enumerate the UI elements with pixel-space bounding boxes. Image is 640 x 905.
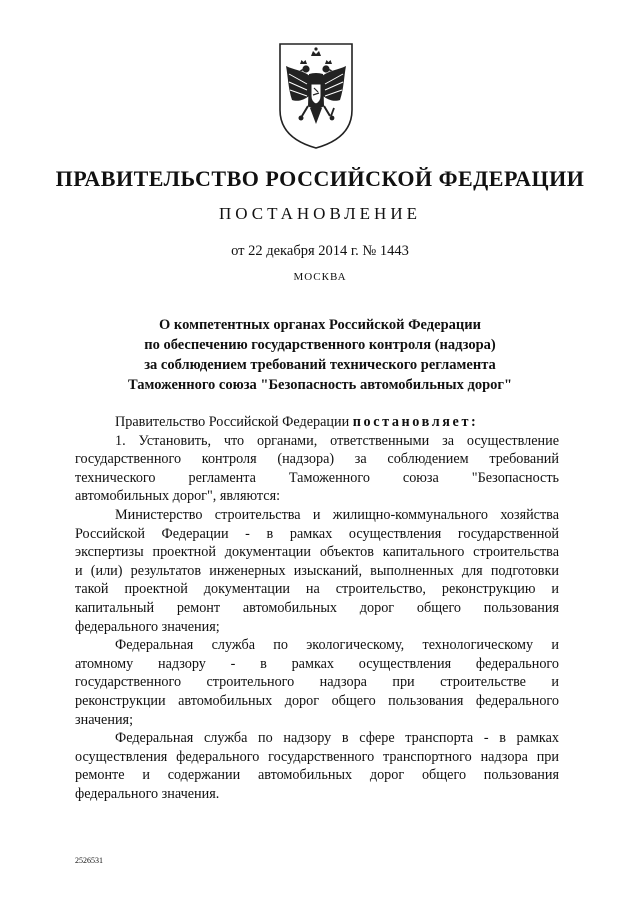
body-line: и (или) результатов инженерных изысканий, выполненных для подготовки xyxy=(75,562,559,579)
title-line: по обеспечению государственного контроля (надзора) xyxy=(144,337,496,353)
body-line: значения; xyxy=(75,711,134,728)
document-type: ПОСТАНОВЛЕНИЕ xyxy=(218,204,421,223)
body-line: экспертизы проектной документации объектов капитального строительства xyxy=(75,544,559,561)
document-code: 2526531 xyxy=(75,856,103,865)
body-line: Российской Федерации - в рамках осуществления государственной xyxy=(75,525,559,542)
city: МОСКВА xyxy=(293,271,347,283)
body-line: государственного контроля (надзора) за соблюдением требований xyxy=(75,451,559,468)
organization-name: ПРАВИТЕЛЬСТВО РОССИЙСКОЙ ФЕДЕРАЦИИ xyxy=(55,166,585,191)
body-line: реконструкции автомобильных дорог общего пользования федерального xyxy=(75,692,559,709)
body-line: капитальный ремонт автомобильных дорог общего пользования xyxy=(75,599,559,616)
title-line: Таможенного союза "Безопасность автомобильных дорог" xyxy=(127,377,513,393)
body-line: такой проектной документации на строительство, реконструкцию и xyxy=(75,581,559,598)
body-line: 1. Установить, что органами, ответственными за осуществление xyxy=(115,432,559,449)
preamble xyxy=(75,413,559,432)
body-line: технического регламента Таможенного союза "Безопасность xyxy=(75,469,559,486)
body-line: Федеральная служба по надзору в сфере транспорта - в рамках xyxy=(115,730,559,747)
document-title xyxy=(0,315,640,395)
body-line: автомобильных дорог", являются: xyxy=(75,488,281,505)
body-line: Федеральная служба по экологическому, технологическому и xyxy=(115,637,559,654)
body-line: осуществления федерального государственного транспортного надзора при xyxy=(75,748,559,765)
title-line: О компетентных органах Российской Федерации xyxy=(159,317,481,333)
body-line: государственного строительного надзора при строительстве и xyxy=(75,674,559,691)
body-line: федерального значения; xyxy=(75,618,220,635)
body-line: федерального значения. xyxy=(75,785,220,802)
date-and-number: от 22 декабря 2014 г. № 1443 xyxy=(231,243,409,259)
body-line: Министерство строительства и жилищно-коммунального хозяйства xyxy=(115,506,559,523)
decree-word: постановляет: xyxy=(352,414,479,430)
body-line: атомному надзору - в рамках осуществления федерального xyxy=(75,655,559,672)
body-line: ремонте и содержании автомобильных дорог общего пользования xyxy=(75,767,559,784)
preamble-text: Правительство Российской Федерации xyxy=(115,414,353,430)
coat-of-arms-icon xyxy=(276,40,356,152)
title-line: за соблюдением требований технического регламента xyxy=(144,357,496,373)
document-body xyxy=(75,413,559,803)
